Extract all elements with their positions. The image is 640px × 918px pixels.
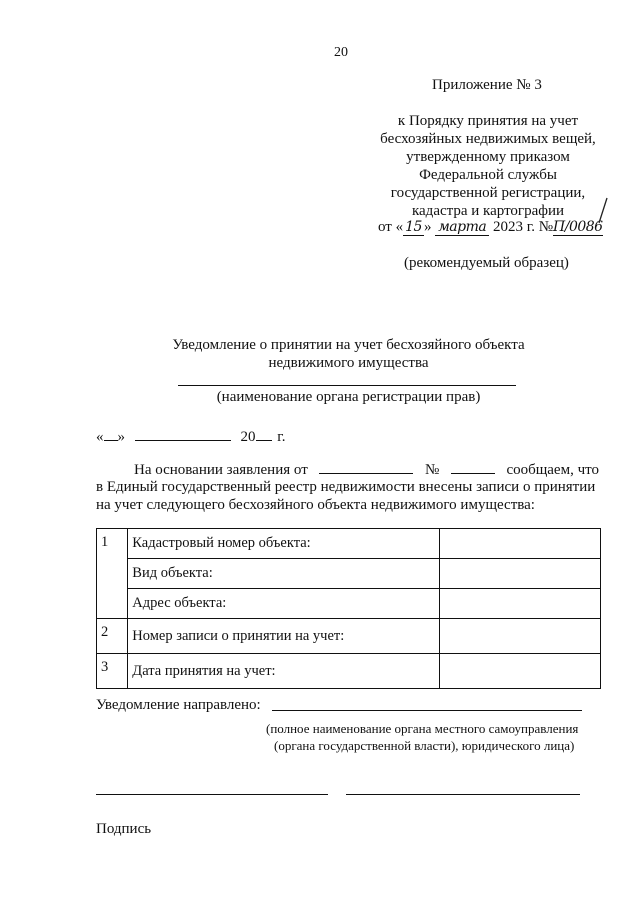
sent-label: Уведомление направлено: (96, 697, 261, 713)
row-label: Номер записи о принятии на учет: (128, 619, 440, 654)
body-text: На основании заявления от (134, 462, 308, 478)
number-sign: № (424, 462, 440, 478)
application-date-blank (319, 460, 413, 474)
body-line-2: в Единый государственный реестр недвижимости внесены записи о принятии (96, 479, 596, 495)
sample-note: (рекомендуемый образец) (404, 255, 569, 271)
year-suffix: г. (277, 429, 286, 445)
row-label: Дата принятия на учет: (128, 654, 440, 689)
object-details-table (96, 528, 601, 689)
row-number: 3 (97, 654, 128, 689)
row-value (440, 619, 601, 654)
date-day-handwritten: 15 (405, 219, 422, 235)
body-text: сообщаем, что (506, 462, 599, 478)
year-prefix: 20 (240, 429, 256, 445)
body-line-3: на учет следующего бесхозяйного объекта недвижимого имущества: (96, 497, 535, 513)
year-blank (256, 427, 272, 441)
table-row (97, 654, 601, 689)
order-date-line (378, 218, 603, 236)
month-blank (135, 427, 231, 441)
appendix-line: государственной регистрации, (390, 185, 586, 201)
date-mid: » (423, 219, 432, 235)
organ-name-blank (178, 385, 516, 386)
appendix-line: бесхозяйных недвижимых вещей, (380, 131, 596, 147)
row-number: 1 (97, 529, 128, 619)
appendix-line: Федеральной службы (419, 167, 557, 183)
order-number-handwritten: П/0086 (553, 219, 603, 235)
recipient-caption-line1: (полное наименование органа местного самоуправления (266, 721, 579, 736)
date-blank-line (96, 427, 285, 446)
row-value (440, 529, 601, 559)
row-label: Вид объекта: (128, 559, 440, 589)
notice-heading-line1: Уведомление о принятии на учет бесхозяйного объекта (172, 337, 525, 353)
date-year: 2023 г. № (492, 219, 554, 235)
row-value (440, 559, 601, 589)
recipient-blank (272, 710, 582, 711)
page-number: 20 (334, 45, 348, 60)
close-quote: » (117, 429, 125, 445)
table-row (97, 559, 601, 589)
table-row (97, 619, 601, 654)
signature-label: Подпись (96, 821, 152, 837)
appendix-title: Приложение № 3 (432, 77, 542, 93)
row-number: 2 (97, 619, 128, 654)
open-quote: « (96, 429, 104, 445)
name-blank (346, 794, 580, 795)
date-month-handwritten: марта (435, 219, 489, 236)
date-prefix: от « (378, 219, 404, 235)
appendix-line: к Порядку принятия на учет (397, 113, 579, 129)
row-label: Адрес объекта: (128, 589, 440, 619)
body-line-1 (134, 460, 599, 479)
application-number-blank (451, 460, 495, 474)
position-blank (96, 794, 328, 795)
appendix-line: кадастра и картографии (411, 203, 565, 219)
row-label: Кадастровый номер объекта: (128, 529, 440, 559)
recipient-caption-line2: (органа государственной власти), юридического лица) (274, 738, 575, 753)
table-row (97, 589, 601, 619)
appendix-line: утвержденному приказом (406, 149, 570, 165)
notice-heading-line2: недвижимого имущества (268, 355, 429, 371)
organ-name-caption: (наименование органа регистрации прав) (216, 389, 481, 405)
day-blank (104, 427, 118, 441)
table-row (97, 529, 601, 559)
row-value (440, 654, 601, 689)
row-value (440, 589, 601, 619)
